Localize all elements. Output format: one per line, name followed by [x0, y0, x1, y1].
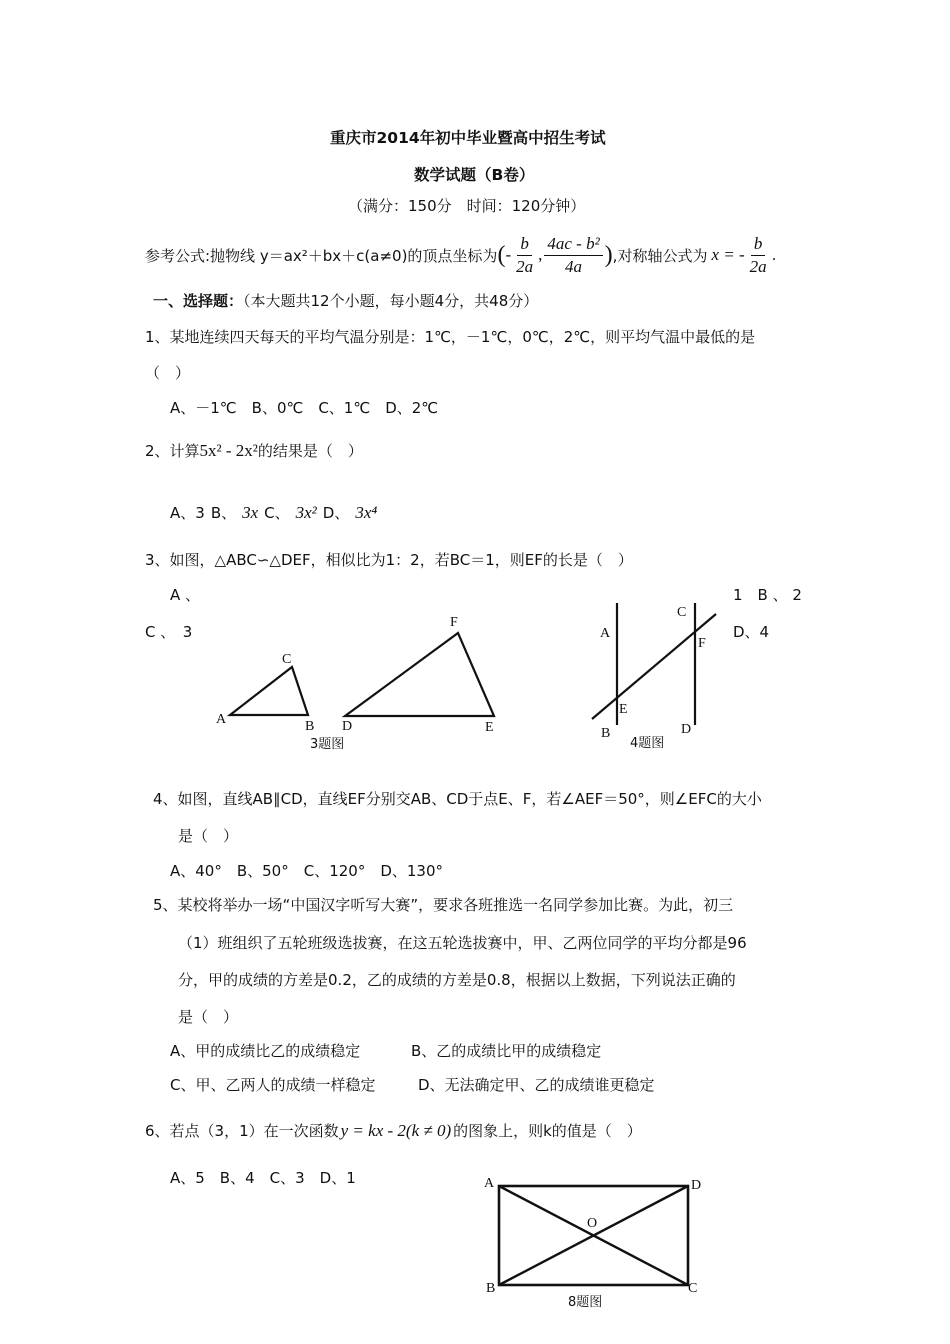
q2-options: [170, 502, 377, 523]
section-title: 一、选择题：: [153, 292, 244, 310]
formula-close-paren: ): [604, 241, 613, 268]
vertex-y-numerator: 4ac - b²: [544, 234, 602, 256]
axis-formula-lhs: x = -: [711, 245, 745, 264]
label-c: C: [677, 605, 687, 620]
axis-denominator: 2a: [749, 256, 767, 276]
formula-intro: 参考公式:抛物线 y＝ax²＋bx＋c(a≠0)的顶点坐标为: [145, 246, 498, 265]
q5-option-c: C、甲、乙两人的成绩一样稳定: [170, 1076, 376, 1094]
label-c: C: [688, 1281, 698, 1296]
label-b: B: [486, 1281, 496, 1296]
q5-option-d: D、无法确定甲、乙的成绩谁更稳定: [418, 1076, 655, 1094]
q4-text-line2: 是（ ）: [178, 827, 239, 845]
axis-fraction: [747, 234, 770, 277]
figure-3-triangles: [200, 610, 520, 760]
label-f: F: [698, 636, 706, 651]
q3-option-a: A 、: [170, 586, 201, 604]
axis-numerator: b: [751, 234, 766, 256]
exam-meta: （满分：150分 时间：120分钟）: [348, 197, 586, 215]
label-d: D: [681, 722, 692, 737]
formula-period: .: [771, 246, 777, 264]
q6-suffix: 的图象上，则k的值是（ ）: [453, 1122, 642, 1140]
q3-option-d: D、4: [733, 623, 770, 641]
reference-formula: [145, 230, 776, 280]
figure-8-caption: 8题图: [568, 1295, 603, 1310]
page-title: 重庆市2014年初中毕业暨高中招生考试: [330, 129, 606, 147]
vertex-y-fraction: [544, 234, 602, 277]
formula-minus: -: [505, 245, 512, 264]
label-o: O: [587, 1216, 598, 1231]
section-note: （本大题共12个小题，每小题4分，共48分）: [243, 292, 539, 310]
q1-text-line1: 1、某地连续四天每天的平均气温分别是：1℃，－1℃，0℃，2℃，则平均气温中最低的是: [145, 328, 756, 346]
q2-question: [145, 440, 363, 461]
triangle-def: [345, 633, 494, 716]
q1-options: A、－1℃ B、0℃ C、1℃ D、2℃: [170, 399, 439, 417]
formula-comma: ,: [538, 245, 543, 264]
label-a: A: [484, 1176, 495, 1191]
q2-expression: 5x² - 2x²: [199, 440, 258, 460]
q4-text-line1: 4、如图，直线AB∥CD，直线EF分别交AB、CD于点E、F，若∠AEF＝50°，则∠EFC的大小: [153, 790, 762, 808]
q2-option-d: 3x⁴: [355, 502, 378, 522]
q2-option-c: 3x²: [295, 502, 317, 522]
figure-4-parallel-lines: [580, 595, 740, 755]
q2-suffix: 的结果是（ ）: [257, 442, 363, 460]
q3-option-b: 1 B 、 2: [733, 586, 802, 604]
label-d: D: [342, 719, 353, 734]
vertex-y-denominator: 4a: [565, 256, 583, 276]
q5-option-a: A、甲的成绩比乙的成绩稳定: [170, 1042, 361, 1060]
vertex-x-fraction: [513, 234, 536, 277]
q5-option-b: B、乙的成绩比甲的成绩稳定: [411, 1042, 602, 1060]
q2-option-a: A、3: [170, 504, 205, 522]
formula-open-paren: (: [497, 241, 506, 268]
q5-text-line3: 分，甲的成绩的方差是0.2，乙的成绩的方差是0.8，根据以上数据，下列说法正确的: [178, 971, 736, 989]
vertex-x-denominator: 2a: [516, 256, 534, 276]
label-b: B: [601, 726, 611, 741]
q5-text-line4: 是（ ）: [178, 1008, 239, 1026]
vertex-x-numerator: b: [517, 234, 532, 256]
label-b: B: [305, 719, 315, 734]
label-a: A: [216, 712, 227, 727]
q4-options: A、40° B、50° C、120° D、130°: [170, 862, 444, 880]
label-c: C: [282, 652, 292, 667]
section-heading: [153, 290, 538, 311]
label-d: D: [691, 1178, 702, 1193]
q2-option-b-label: B、: [210, 504, 237, 522]
figure-8-rectangle: [470, 1170, 720, 1315]
q2-option-c-label: C、: [264, 504, 290, 522]
q6-options: A、5 B、4 C、3 D、1: [170, 1169, 356, 1187]
axis-formula-text: ,对称轴公式为: [612, 246, 708, 265]
q2-option-d-label: D、: [322, 504, 350, 522]
q6-prefix: 6、若点（3，1）在一次函数: [145, 1122, 339, 1140]
line-ef: [592, 614, 716, 719]
q1-text-line2: （ ）: [145, 364, 191, 382]
label-a: A: [600, 626, 611, 641]
q3-option-c: C 、 3: [145, 623, 193, 641]
q5-text-line2: （1）班组织了五轮班级选拔赛，在这五轮选拔赛中，甲、乙两位同学的平均分都是96: [178, 934, 747, 952]
q6-expression: y = kx - 2(k ≠ 0): [340, 1120, 452, 1140]
figure-4-caption: 4题图: [630, 736, 665, 751]
page-subtitle: 数学试题（B卷）: [414, 166, 535, 184]
q3-text: 3、如图，△ABC∽△DEF，相似比为1：2，若BC＝1，则EF的长是（ ）: [145, 551, 633, 569]
q2-option-b: 3x: [242, 502, 259, 522]
triangle-abc: [230, 667, 308, 715]
label-e: E: [485, 720, 494, 735]
q5-text-line1: 5、某校将举办一场“中国汉字听写大赛”，要求各班推选一名同学参加比赛。为此，初三: [153, 896, 734, 914]
figure-3-caption: 3题图: [310, 737, 345, 752]
q2-prefix: 2、计算: [145, 442, 200, 460]
label-e: E: [619, 702, 628, 717]
q6-question: [145, 1120, 642, 1141]
label-f: F: [450, 615, 458, 630]
